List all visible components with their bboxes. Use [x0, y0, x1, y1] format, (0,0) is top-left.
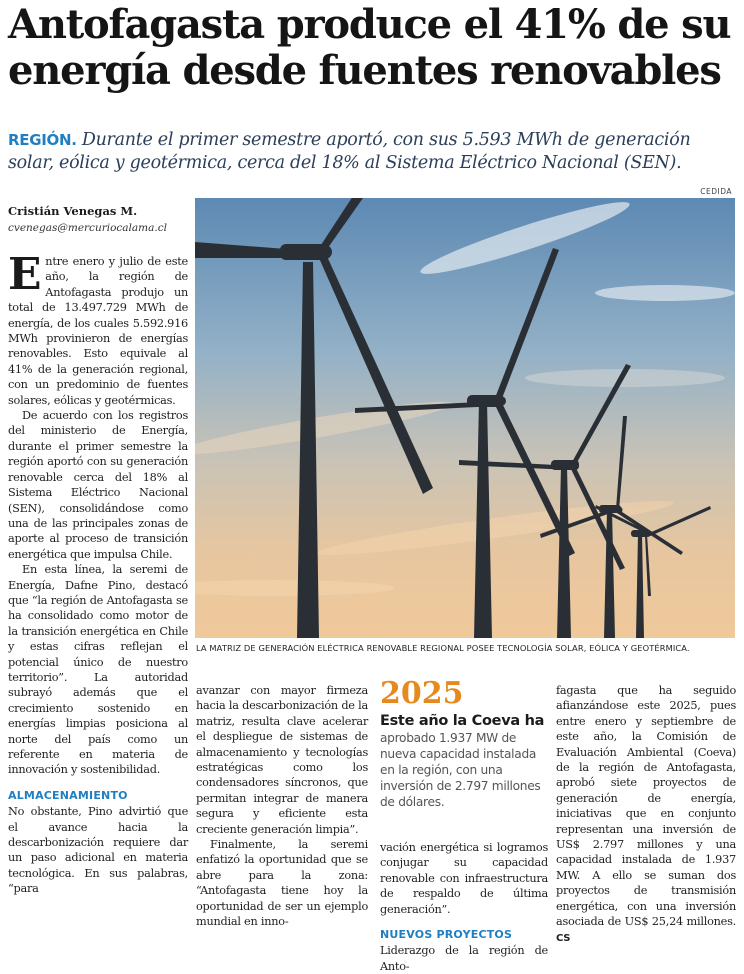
wind-turbines-photo [195, 198, 735, 638]
lead-text: Durante el primer semestre aportó, con sus 5.593 MWh de generación solar, eólica y geotérmica, cerca del 18% al Sistema Eléctrico Nacional (SEN). [8, 130, 691, 173]
article-column-1 [8, 249, 188, 897]
body-paragraph-2: De acuerdo con los registros del ministerio de Energía, durante el primer semestre la región aportó con su generación renovable cerca del 18% al Sistema Eléctrico Nacional (SEN), consolidándose como una de las principales zonas de aporte al proceso de transición energética que impulsa Chile. [8, 409, 188, 561]
body-paragraph-6: Finalmente, la seremi enfatizó la oportunidad que se abre para la zona: “Antofagasta tiene hoy la oportunidad de ser un ejemplo mundial en inno- [196, 838, 368, 929]
body-paragraph-9 [556, 683, 736, 946]
article-column-3 [380, 840, 548, 974]
author-email[interactable]: cvenegas@mercuriocalama.cl [8, 222, 167, 234]
callout-body: aprobado 1.937 MW de nueva capacidad instalada en la región, con una inversión de 2.797 millones de dólares. [380, 731, 541, 809]
body-paragraph-9-text: fagasta que ha seguido afianzándose este 2025, pues entre enero y septiembre de este año, la Comisión de Evaluación Ambiental (Coeva) de la región de Antofagasta, aprobó siete proyectos de generación de energía, iniciativas que en conjunto representan una inversión de US$ 2.797 millones y una capacidad instalada de 1.937 MW. A ello se suman dos proyectos de transmisión energética, con una inversión asociada de US$ 25,24 millones. [556, 684, 736, 929]
callout-box [380, 678, 548, 810]
dropcap: E [8, 249, 42, 300]
callout-year: 2025 [380, 676, 464, 711]
headline-line-2: energía desde fuentes renovables [8, 47, 721, 94]
headline [8, 2, 738, 94]
lead-paragraph [8, 129, 734, 175]
body-paragraph-3: En esta línea, la seremi de Energía, Dafne Pino, destacó que “la región de Antofagasta se ha consolidado como motor de la transición energética en Chile y estas cifras reflejan el potencial único de nuestro territorio”. La autoridad subrayó además que el crecimiento sostenido en energías limpias posiciona al norte del país como un referente en materia de innovación y sostenibilidad. [8, 563, 188, 777]
body-paragraph-1-text: ntre enero y julio de este año, la región de Antofagasta produjo un total de 13.497.729 MWh de energía, de los cuales 5.592.916 MWh provinieron de energías renovables. Esto equivale al 41% de la generación regional, con un predominio de fuentes solares, eólicas y geotérmicas. [8, 255, 188, 407]
photo-credit: CEDIDA [700, 187, 732, 196]
article-column-4 [556, 683, 736, 946]
wind-turbines-illustration [195, 198, 735, 638]
body-paragraph-8: Liderazgo de la región de Anto- [380, 944, 548, 973]
callout-title: Este año la Coeva ha [380, 713, 545, 729]
body-paragraph-1 [8, 249, 188, 408]
body-paragraph-7: vación energética si logramos conjugar su capacidad renovable con infraestructura de respaldo de última generación”. [380, 841, 548, 916]
section-kicker: REGIÓN. [8, 131, 77, 149]
article-column-2 [196, 683, 368, 930]
photo-caption: LA MATRIZ DE GENERACIÓN ELÉCTRICA RENOVABLE REGIONAL POSEE TECNOLOGÍA SOLAR, EÓLICA Y GEOTÉRMICA. [196, 643, 690, 653]
subhead-almacenamiento: ALMACENAMIENTO [8, 788, 128, 802]
end-mark: CS [556, 932, 571, 944]
author-name: Cristián Venegas M. [8, 204, 138, 218]
body-paragraph-5: avanzar con mayor firmeza hacia la descarbonización de la matriz, resulta clave acelerar el despliegue de sistemas de almacenamiento y tecnologías estratégicas como los condensadores síncronos, que permitan integrar de manera segura y eficiente esta creciente generación limpia”. [196, 684, 368, 836]
body-paragraph-4: No obstante, Pino advirtió que el avance hacia la descarbonización requiere dar un paso adicional en materia tecnológica. En sus palabras, “para [8, 805, 188, 896]
headline-line-1: Antofagasta produce el 41% de su [8, 1, 731, 48]
subhead-nuevos-proyectos: NUEVOS PROYECTOS [380, 928, 513, 942]
